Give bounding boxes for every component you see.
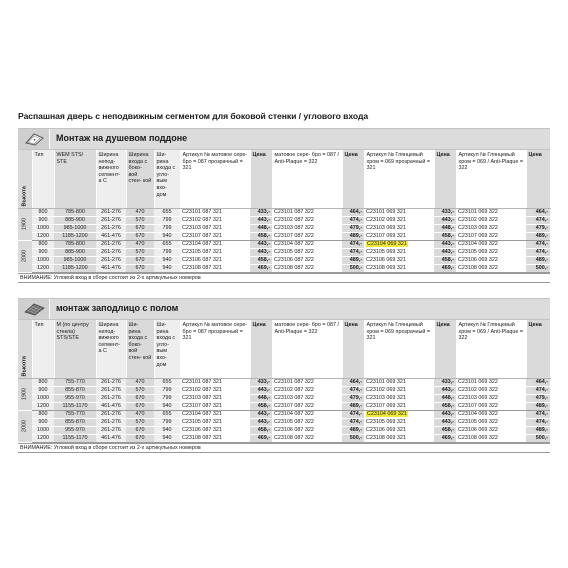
article-cell: C23108 069 321	[364, 264, 434, 272]
range-cell: 885-900	[54, 248, 96, 256]
width-cell: 461-476	[96, 434, 126, 442]
article-cell: C23105 069 321	[364, 418, 434, 426]
article-cell: C23105 087 321	[180, 418, 250, 426]
price-cell: 474,-	[526, 386, 550, 394]
column-header-art1: Артикул № матовое сере- бро = 087 прозрачный = 321	[180, 320, 250, 378]
type-cell: 900	[32, 386, 54, 394]
price-cell: 443,-	[434, 216, 456, 224]
column-header-width: Ширина непод- вижного сегмент- а С	[96, 320, 126, 378]
range-cell: 755-770	[54, 378, 96, 386]
article-cell: C23108 069 321	[364, 434, 434, 442]
article-cell: C23101 069 321	[364, 208, 434, 216]
column-header-art4: Артикул № Глянцевый хром = 069 / Anti-Plaque = 322	[456, 150, 526, 208]
width-cell: 261-276	[96, 426, 126, 434]
article-cell: C23103 087 322	[272, 224, 342, 232]
header-row	[18, 150, 550, 208]
height-group-label	[18, 208, 32, 240]
height-header-label: Высота	[21, 356, 28, 377]
article-cell: C23107 069 322	[456, 232, 526, 240]
entry-width-corner: 799	[154, 386, 180, 394]
entry-width-corner: 655	[154, 208, 180, 216]
price-cell: 474,-	[342, 216, 364, 224]
height-value: 1900	[21, 388, 28, 400]
range-cell: 985-1000	[54, 256, 96, 264]
height-value: 2000	[21, 420, 28, 432]
price-cell: 458,-	[434, 402, 456, 410]
column-header-range: WEM STS/ STE	[54, 150, 96, 208]
column-header-w-door: Ширина входа с боко- вой стен- кой	[126, 150, 154, 208]
entry-width-corner: 655	[154, 240, 180, 248]
column-header-height	[18, 150, 32, 208]
article-cell: C23105 069 322	[456, 418, 526, 426]
entry-width-side: 670	[126, 264, 154, 272]
price-cell: 474,-	[526, 248, 550, 256]
article-cell: C23106 069 322	[456, 426, 526, 434]
column-header-width: Ширина непод- вижного сегмент- а С	[96, 150, 126, 208]
range-cell: 985-1000	[54, 224, 96, 232]
section-header	[18, 128, 550, 150]
range-cell: 1155-1170	[54, 402, 96, 410]
price-cell: 458,-	[250, 256, 272, 264]
type-cell: 800	[32, 410, 54, 418]
article-cell: C23102 087 321	[180, 216, 250, 224]
width-cell: 261-276	[96, 394, 126, 402]
range-cell: 1185-1200	[54, 264, 96, 272]
type-cell: 1200	[32, 434, 54, 442]
type-cell: 800	[32, 240, 54, 248]
entry-width-corner: 940	[154, 256, 180, 264]
height-header-label: Высота	[21, 186, 28, 207]
section-header	[18, 298, 550, 320]
entry-width-side: 670	[126, 256, 154, 264]
header-row	[18, 320, 550, 378]
entry-width-corner: 940	[154, 232, 180, 240]
article-cell: C23107 087 322	[272, 232, 342, 240]
table-row	[18, 426, 550, 434]
price-cell: 464,-	[526, 208, 550, 216]
price-cell: 443,-	[434, 418, 456, 426]
article-cell: C23106 087 321	[180, 256, 250, 264]
table-row	[18, 378, 550, 386]
price-cell: 433,-	[434, 378, 456, 386]
article-cell: C23104 087 321	[180, 240, 250, 248]
entry-width-side: 670	[126, 232, 154, 240]
entry-width-side: 570	[126, 386, 154, 394]
price-cell: 500,-	[342, 434, 364, 442]
width-cell: 461-476	[96, 232, 126, 240]
price-cell: 443,-	[434, 240, 456, 248]
article-cell: C23107 087 321	[180, 232, 250, 240]
article-cell: C23105 087 321	[180, 248, 250, 256]
price-cell: 458,-	[250, 232, 272, 240]
entry-width-side: 670	[126, 426, 154, 434]
type-cell: 1200	[32, 264, 54, 272]
price-cell: 469,-	[250, 434, 272, 442]
range-cell: 955-970	[54, 426, 96, 434]
height-group-label	[18, 378, 32, 410]
range-cell: 785-800	[54, 240, 96, 248]
entry-width-side: 570	[126, 418, 154, 426]
article-cell: C23101 069 322	[456, 378, 526, 386]
table-row	[18, 208, 550, 216]
article-cell: C23107 069 321	[364, 402, 434, 410]
column-header-price: Цена	[434, 150, 456, 208]
section-shower-tray	[18, 128, 550, 283]
highlighted-article: C23104 069 321	[367, 410, 407, 417]
article-cell: C23106 069 321	[364, 256, 434, 264]
article-cell: C23108 087 322	[272, 264, 342, 272]
price-cell: 474,-	[342, 410, 364, 418]
article-cell: C23101 087 322	[272, 208, 342, 216]
entry-width-corner: 799	[154, 216, 180, 224]
floor-flush-icon	[18, 299, 50, 319]
table-row	[18, 216, 550, 224]
price-cell: 464,-	[342, 208, 364, 216]
price-cell: 443,-	[434, 248, 456, 256]
entry-width-side: 470	[126, 410, 154, 418]
entry-width-corner: 940	[154, 264, 180, 272]
entry-width-side: 570	[126, 248, 154, 256]
range-cell: 1185-1200	[54, 232, 96, 240]
price-cell: 469,-	[250, 264, 272, 272]
table-row	[18, 248, 550, 256]
entry-width-corner: 799	[154, 418, 180, 426]
type-cell: 900	[32, 248, 54, 256]
article-cell: C23108 087 322	[272, 434, 342, 442]
price-cell: 458,-	[434, 426, 456, 434]
price-cell: 479,-	[342, 224, 364, 232]
price-cell: 469,-	[434, 264, 456, 272]
column-header-price: Цена	[342, 320, 364, 378]
price-cell: 474,-	[342, 240, 364, 248]
article-cell: C23102 069 321	[364, 386, 434, 394]
table-row	[18, 240, 550, 248]
entry-width-corner: 799	[154, 394, 180, 402]
article-cell: C23104 087 322	[272, 410, 342, 418]
article-cell: C23103 069 322	[456, 224, 526, 232]
type-cell: 900	[32, 418, 54, 426]
price-cell: 474,-	[526, 240, 550, 248]
table-row	[18, 232, 550, 240]
column-header-height	[18, 320, 32, 378]
column-header-price: Цена	[250, 320, 272, 378]
article-cell: C23107 069 322	[456, 402, 526, 410]
type-cell: 800	[32, 208, 54, 216]
price-cell: 500,-	[526, 264, 550, 272]
entry-width-corner: 799	[154, 248, 180, 256]
price-cell: 474,-	[342, 418, 364, 426]
table-row	[18, 256, 550, 264]
price-cell: 479,-	[342, 394, 364, 402]
column-header-w-corner: Ши- рина входа с угло- вым вхо- дом	[154, 320, 180, 378]
entry-width-corner: 940	[154, 434, 180, 442]
width-cell: 261-276	[96, 418, 126, 426]
price-cell: 458,-	[434, 232, 456, 240]
price-cell: 458,-	[434, 256, 456, 264]
column-header-type: Тип	[32, 320, 54, 378]
price-table	[18, 320, 551, 443]
type-cell: 800	[32, 378, 54, 386]
price-table	[18, 150, 551, 273]
price-cell: 489,-	[526, 402, 550, 410]
article-cell: C23108 087 321	[180, 264, 250, 272]
article-cell: C23108 087 321	[180, 434, 250, 442]
price-cell: 443,-	[250, 386, 272, 394]
range-cell: 885-900	[54, 216, 96, 224]
width-cell: 261-276	[96, 224, 126, 232]
article-cell: C23104 069 322	[456, 240, 526, 248]
table-row	[18, 394, 550, 402]
price-cell: 489,-	[342, 426, 364, 434]
price-cell: 500,-	[342, 264, 364, 272]
article-cell: C23102 087 322	[272, 386, 342, 394]
article-cell: C23104 087 321	[180, 410, 250, 418]
price-cell: 443,-	[250, 240, 272, 248]
price-cell: 448,-	[434, 394, 456, 402]
price-cell: 448,-	[434, 224, 456, 232]
column-header-art3: Артикул № Глянцевый хром = 069 прозрачный = 321	[364, 150, 434, 208]
article-cell: C23108 069 322	[456, 434, 526, 442]
price-cell: 443,-	[250, 216, 272, 224]
article-cell: C23105 069 322	[456, 248, 526, 256]
price-cell: 433,-	[250, 378, 272, 386]
height-group-label	[18, 410, 32, 442]
price-cell: 458,-	[250, 426, 272, 434]
article-cell: C23102 069 322	[456, 216, 526, 224]
note-text: ВНИМАНИЕ: Угловой вход в сборе состоит из 2-х артикульных номеров	[18, 443, 550, 453]
range-cell: 1155-1170	[54, 434, 96, 442]
type-cell: 900	[32, 216, 54, 224]
column-header-art1: Артикул № матовое сере- бро = 087 прозрачный = 321	[180, 150, 250, 208]
price-cell: 448,-	[250, 394, 272, 402]
column-header-art4: Артикул № Глянцевый хром = 069 / Anti-Plaque = 322	[456, 320, 526, 378]
column-header-price: Цена	[342, 150, 364, 208]
article-cell: C23104 069 322	[456, 410, 526, 418]
price-cell: 500,-	[526, 434, 550, 442]
entry-width-side: 670	[126, 224, 154, 232]
entry-width-side: 470	[126, 240, 154, 248]
width-cell: 461-476	[96, 402, 126, 410]
column-header-art2: матовое сере- бро = 087 / Anti-Plaque = 322	[272, 150, 342, 208]
article-cell: C23108 069 322	[456, 264, 526, 272]
article-cell: C23102 069 322	[456, 386, 526, 394]
article-cell: C23107 069 321	[364, 232, 434, 240]
article-cell: C23106 087 322	[272, 256, 342, 264]
price-cell: 443,-	[434, 410, 456, 418]
range-cell: 855-870	[54, 386, 96, 394]
article-cell: C23101 069 322	[456, 208, 526, 216]
article-cell: C23105 069 321	[364, 248, 434, 256]
article-cell: C23102 069 321	[364, 216, 434, 224]
width-cell: 261-276	[96, 248, 126, 256]
height-group-label	[18, 240, 32, 272]
price-cell: 443,-	[250, 410, 272, 418]
article-cell: C23106 069 322	[456, 256, 526, 264]
article-cell: C23106 087 322	[272, 426, 342, 434]
price-cell: 443,-	[434, 386, 456, 394]
price-cell: 489,-	[342, 402, 364, 410]
entry-width-corner: 940	[154, 426, 180, 434]
article-cell: C23103 087 322	[272, 394, 342, 402]
article-cell: C23103 087 321	[180, 224, 250, 232]
entry-width-side: 570	[126, 216, 154, 224]
article-cell: C23101 087 321	[180, 378, 250, 386]
article-cell: C23101 087 322	[272, 378, 342, 386]
column-header-price: Цена	[250, 150, 272, 208]
highlighted-article: C23104 069 321	[367, 240, 407, 247]
article-cell: C23106 087 321	[180, 426, 250, 434]
range-cell: 755-770	[54, 410, 96, 418]
price-cell: 479,-	[526, 394, 550, 402]
entry-width-side: 670	[126, 394, 154, 402]
price-cell: 474,-	[526, 410, 550, 418]
column-header-w-door: Ши- рина входа с боко- вой стен- кой	[126, 320, 154, 378]
price-cell: 489,-	[526, 232, 550, 240]
entry-width-corner: 799	[154, 224, 180, 232]
entry-width-corner: 655	[154, 378, 180, 386]
entry-width-side: 670	[126, 434, 154, 442]
price-cell: 479,-	[526, 224, 550, 232]
column-header-w-corner: Ши- рина входа с угло- вым вхо- дом	[154, 150, 180, 208]
price-cell: 474,-	[526, 216, 550, 224]
range-cell: 955-970	[54, 394, 96, 402]
entry-width-side: 470	[126, 378, 154, 386]
price-cell: 433,-	[434, 208, 456, 216]
entry-width-corner: 940	[154, 402, 180, 410]
article-cell	[364, 240, 434, 248]
table-row	[18, 264, 550, 272]
price-cell: 464,-	[342, 378, 364, 386]
article-cell: C23103 069 321	[364, 224, 434, 232]
price-cell: 474,-	[526, 418, 550, 426]
type-cell: 1200	[32, 232, 54, 240]
column-header-price: Цена	[526, 320, 550, 378]
article-cell: C23103 087 321	[180, 394, 250, 402]
column-header-price: Цена	[526, 150, 550, 208]
article-cell: C23101 069 321	[364, 378, 434, 386]
table-row	[18, 410, 550, 418]
article-cell: C23103 069 321	[364, 394, 434, 402]
width-cell: 261-276	[96, 410, 126, 418]
article-cell: C23107 087 322	[272, 402, 342, 410]
type-cell: 1000	[32, 394, 54, 402]
price-cell: 464,-	[526, 378, 550, 386]
page-title: Распашная дверь с неподвижным сегментом для боковой стенки / углового входа	[18, 111, 369, 121]
price-cell: 474,-	[342, 386, 364, 394]
price-cell: 469,-	[434, 434, 456, 442]
column-header-art3: Артикул № Глянцевый хром = 069 прозрачный = 321	[364, 320, 434, 378]
type-cell: 1000	[32, 224, 54, 232]
entry-width-side: 470	[126, 208, 154, 216]
shower-tray-icon	[18, 129, 50, 149]
column-header-type: Тип	[32, 150, 54, 208]
range-cell: 855-870	[54, 418, 96, 426]
article-cell: C23104 087 322	[272, 240, 342, 248]
article-cell: C23101 087 321	[180, 208, 250, 216]
column-header-price: Цена	[434, 320, 456, 378]
price-cell: 443,-	[250, 418, 272, 426]
article-cell: C23105 087 322	[272, 418, 342, 426]
table-row	[18, 434, 550, 442]
width-cell: 261-276	[96, 386, 126, 394]
article-cell: C23102 087 322	[272, 216, 342, 224]
section-floor-flush	[18, 298, 550, 453]
article-cell: C23106 069 321	[364, 426, 434, 434]
height-value: 2000	[21, 250, 28, 262]
column-header-art2: матовое сере- бро = 087 / Anti-Plaque = 322	[272, 320, 342, 378]
type-cell: 1000	[32, 426, 54, 434]
price-cell: 474,-	[342, 248, 364, 256]
table-row	[18, 224, 550, 232]
article-cell: C23105 087 322	[272, 248, 342, 256]
width-cell: 261-276	[96, 240, 126, 248]
article-cell: C23107 087 321	[180, 402, 250, 410]
type-cell: 1200	[32, 402, 54, 410]
width-cell: 261-276	[96, 378, 126, 386]
table-row	[18, 386, 550, 394]
width-cell: 461-476	[96, 264, 126, 272]
section-title: монтаж заподлицо с полом	[56, 303, 179, 313]
width-cell: 261-276	[96, 256, 126, 264]
table-row	[18, 418, 550, 426]
note-text: ВНИМАНИЕ: Угловой вход в сборе состоит из 2-х артикульных номеров	[18, 273, 550, 283]
column-header-range: M (по центру стекла) STS/STE	[54, 320, 96, 378]
range-cell: 785-800	[54, 208, 96, 216]
price-cell: 489,-	[526, 426, 550, 434]
price-cell: 448,-	[250, 224, 272, 232]
section-title: Монтаж на душевом поддоне	[56, 133, 188, 143]
width-cell: 261-276	[96, 216, 126, 224]
table-row	[18, 402, 550, 410]
price-cell: 458,-	[250, 402, 272, 410]
height-value: 1900	[21, 218, 28, 230]
width-cell: 261-276	[96, 208, 126, 216]
article-cell: C23102 087 321	[180, 386, 250, 394]
type-cell: 1000	[32, 256, 54, 264]
article-cell: C23103 069 322	[456, 394, 526, 402]
price-cell: 489,-	[526, 256, 550, 264]
entry-width-corner: 655	[154, 410, 180, 418]
price-cell: 433,-	[250, 208, 272, 216]
article-cell	[364, 410, 434, 418]
price-cell: 443,-	[250, 248, 272, 256]
price-cell: 489,-	[342, 256, 364, 264]
entry-width-side: 670	[126, 402, 154, 410]
price-cell: 489,-	[342, 232, 364, 240]
